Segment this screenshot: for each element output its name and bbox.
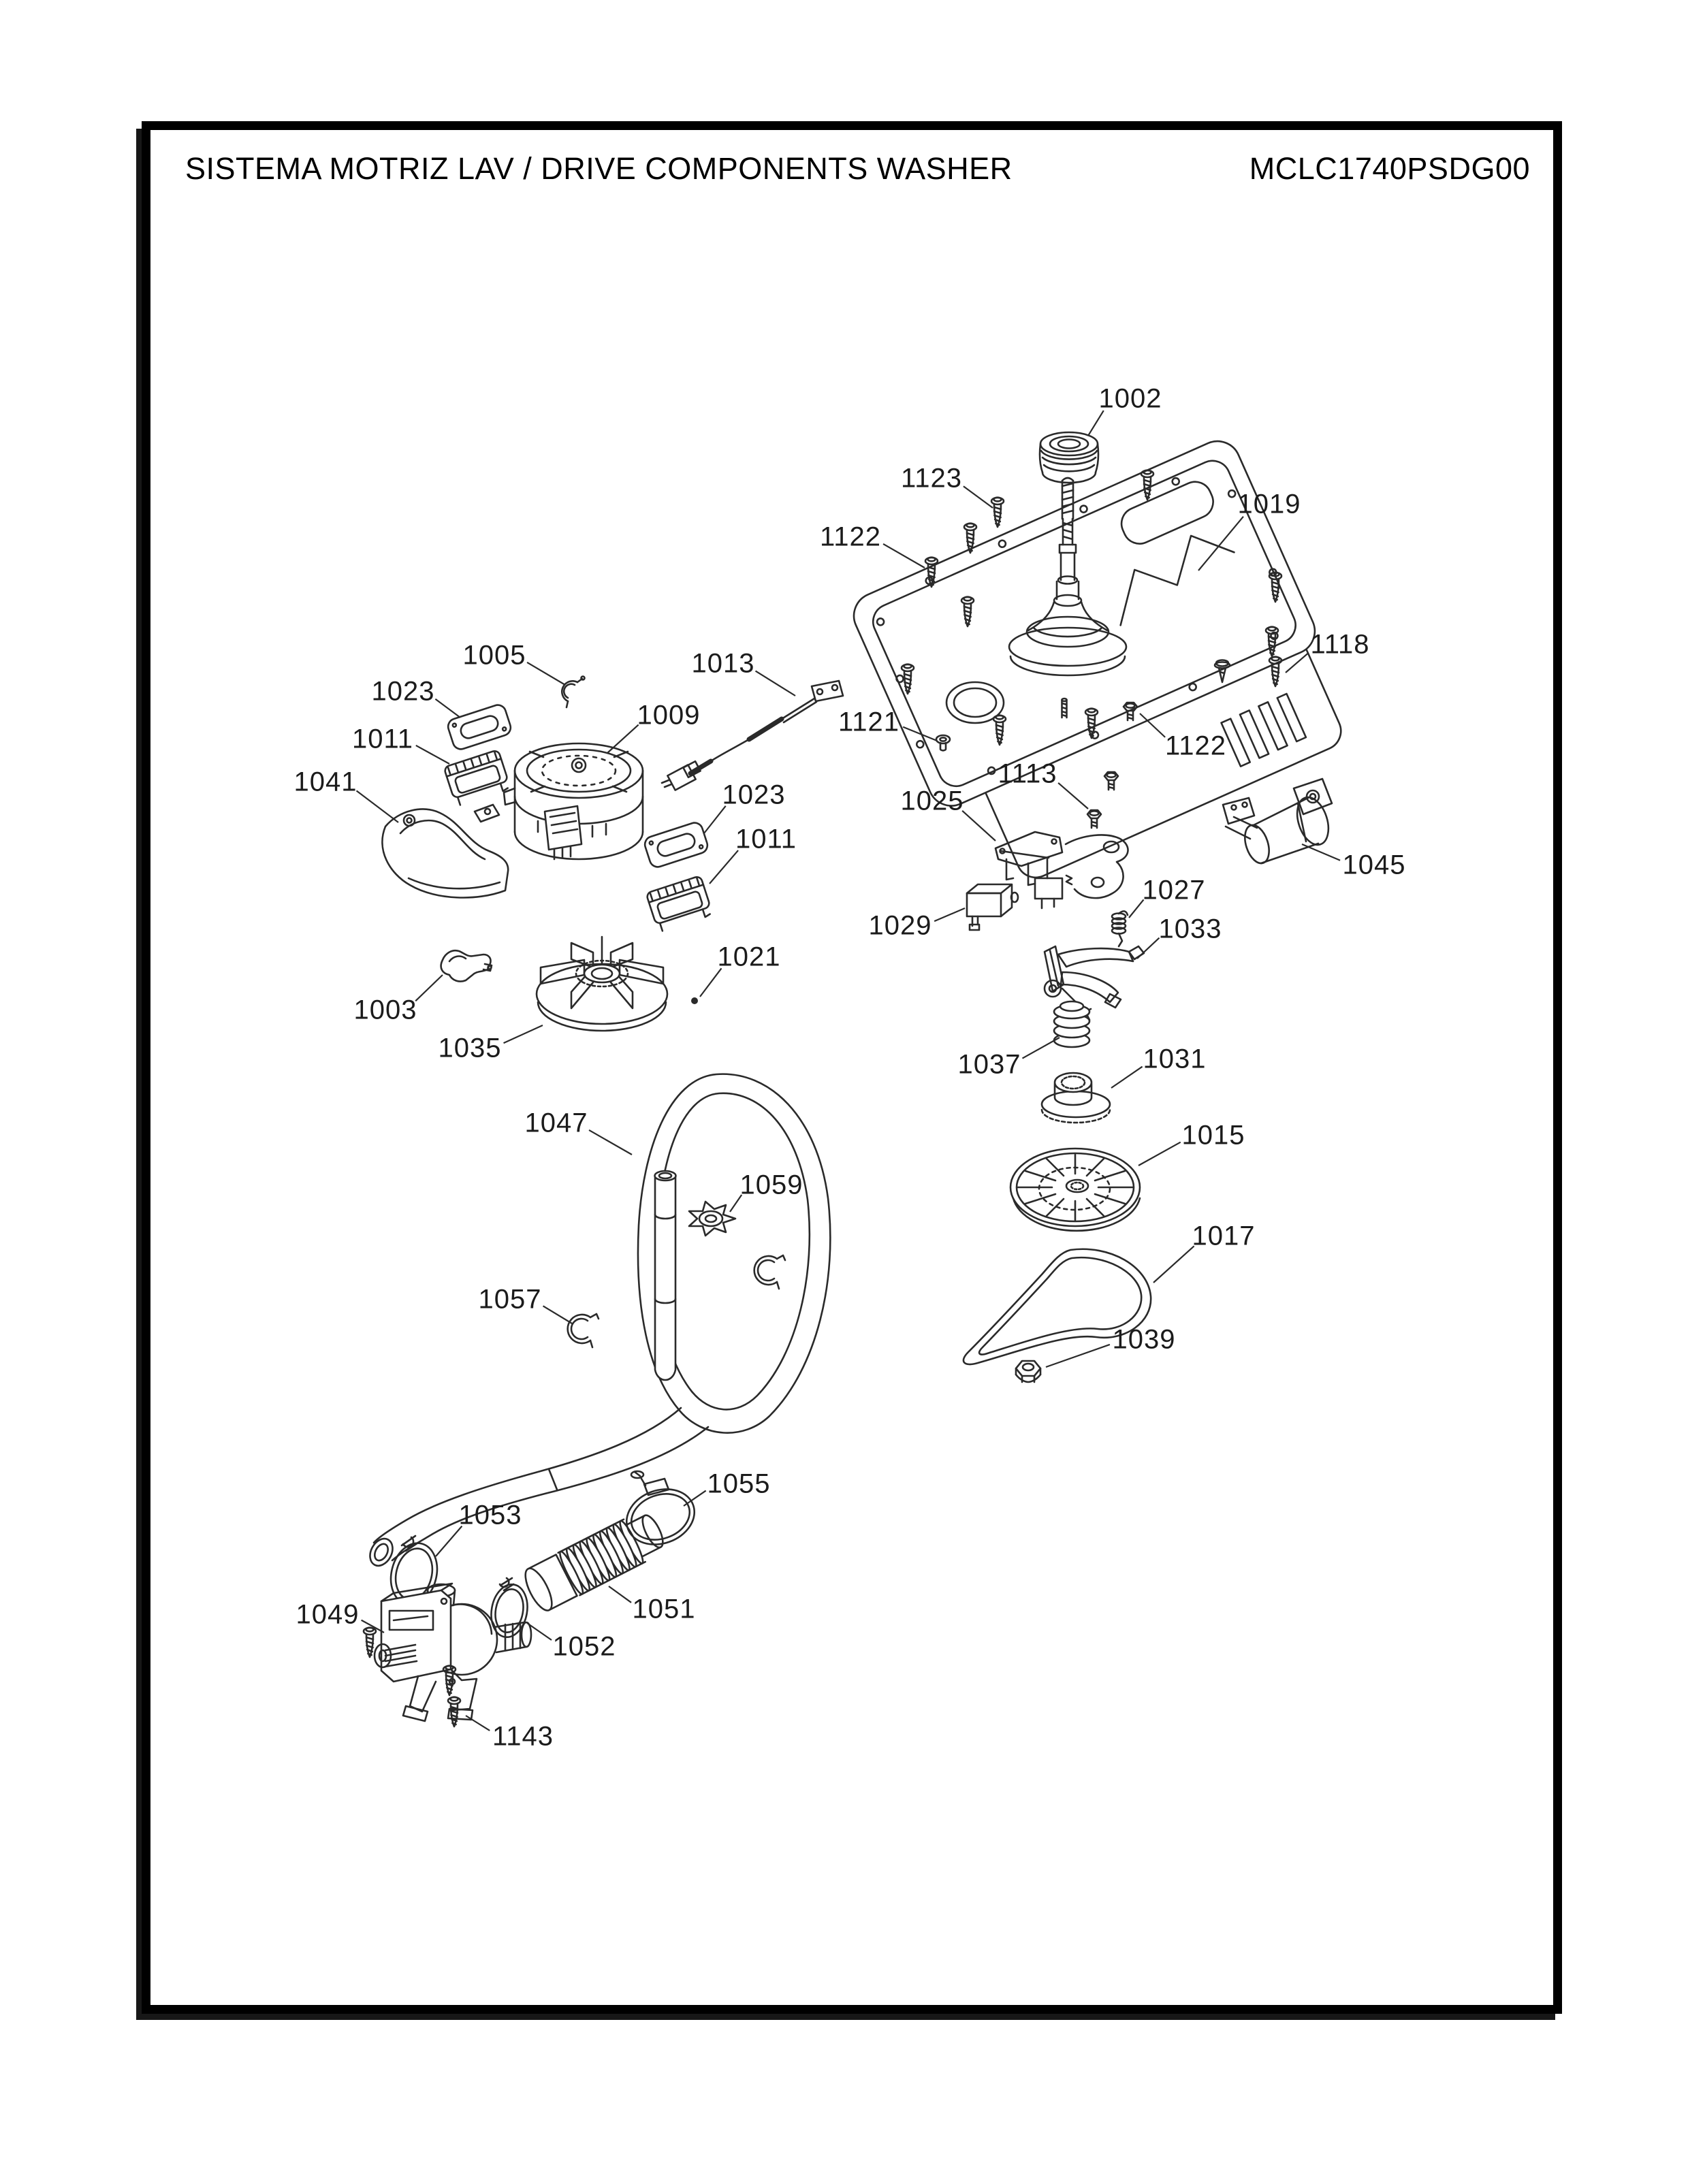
leader-line-1143 xyxy=(466,1716,490,1731)
leader-line-1015 xyxy=(1138,1142,1181,1166)
leader-line-1013 xyxy=(756,671,795,696)
callout-label-1051: 1051 xyxy=(632,1594,696,1624)
callout-label-1025: 1025 xyxy=(900,786,964,816)
document-code: MCLC1740PSDG00 xyxy=(1249,151,1530,186)
leader-line-1019 xyxy=(1198,517,1243,571)
callout-label-1005: 1005 xyxy=(462,640,526,671)
callout-label-1118: 1118 xyxy=(1310,629,1370,660)
leader-line-1002 xyxy=(1088,411,1104,436)
leader-line-1003 xyxy=(415,975,443,1001)
leader-line-1027 xyxy=(1129,899,1144,918)
leader-line-1011-a xyxy=(416,745,449,764)
callout-label-1027: 1027 xyxy=(1142,875,1206,905)
leader-line-1021 xyxy=(700,968,722,997)
callout-label-1113: 1113 xyxy=(998,758,1057,789)
leader-line-1037 xyxy=(1022,1038,1060,1059)
leader-line-1113 xyxy=(1058,783,1088,809)
leader-line-1122-a xyxy=(883,544,925,568)
leader-line-1033 xyxy=(1137,938,1159,959)
callout-label-1123: 1123 xyxy=(900,463,963,494)
leader-line-1052 xyxy=(527,1623,552,1640)
leader-line-1029 xyxy=(934,908,965,921)
callout-label-1047: 1047 xyxy=(524,1108,588,1138)
callout-label-1009: 1009 xyxy=(637,700,701,730)
callout-label-1033: 1033 xyxy=(1158,914,1222,944)
callout-label-1057: 1057 xyxy=(478,1284,542,1315)
leader-line-1122-b xyxy=(1140,713,1165,737)
leader-line-1005 xyxy=(527,662,565,685)
callout-label-1035: 1035 xyxy=(438,1033,502,1063)
leader-line-1017 xyxy=(1153,1246,1194,1283)
callout-label-1053: 1053 xyxy=(458,1500,522,1530)
callout-label-1052: 1052 xyxy=(552,1631,616,1662)
leader-line-1023-a xyxy=(435,699,460,718)
leader-line-1045 xyxy=(1302,844,1340,861)
leader-line-1055 xyxy=(684,1491,706,1506)
leader-line-1025 xyxy=(962,811,996,841)
callout-label-1019: 1019 xyxy=(1237,489,1301,519)
leader-line-1009 xyxy=(607,725,639,753)
callout-label-1015: 1015 xyxy=(1181,1120,1245,1151)
callout-label-1017: 1017 xyxy=(1192,1221,1256,1251)
callout-label-1143: 1143 xyxy=(492,1721,554,1752)
callout-label-1122-b: 1122 xyxy=(1164,730,1227,761)
leader-line-1035 xyxy=(504,1025,543,1043)
callout-label-1013: 1013 xyxy=(691,648,755,679)
leader-line-1041 xyxy=(357,791,398,822)
callout-label-1031: 1031 xyxy=(1143,1044,1207,1074)
leader-line-1031 xyxy=(1111,1067,1143,1088)
callout-label-1059: 1059 xyxy=(739,1170,803,1200)
callout-label-1039: 1039 xyxy=(1112,1324,1176,1355)
page-title: SISTEMA MOTRIZ LAV / DRIVE COMPONENTS WASHER xyxy=(185,151,1013,186)
leader-line-1121 xyxy=(903,727,937,741)
leader-line-1057 xyxy=(543,1306,572,1323)
leader-line-1039 xyxy=(1046,1345,1110,1367)
callout-label-1029: 1029 xyxy=(868,910,932,941)
leader-line-1047 xyxy=(589,1130,632,1155)
callout-label-1122-a: 1122 xyxy=(819,521,882,552)
leader-line-1051 xyxy=(609,1586,631,1603)
callout-label-1045: 1045 xyxy=(1342,850,1406,880)
callout-label-1011-b: 1011 xyxy=(735,824,797,854)
leader-line-1011-b xyxy=(710,850,738,884)
callout-label-1121: 1121 xyxy=(838,707,900,737)
callout-label-1037: 1037 xyxy=(957,1049,1021,1080)
callout-label-1021: 1021 xyxy=(717,942,781,972)
callout-label-1055: 1055 xyxy=(707,1468,771,1499)
leader-line-1049 xyxy=(362,1620,384,1633)
leader-line-1118 xyxy=(1286,653,1309,673)
callout-label-1011-a: 1011 xyxy=(351,724,414,754)
leader-line-1123 xyxy=(964,486,993,508)
callout-label-1023-a: 1023 xyxy=(371,676,435,707)
callout-label-1002: 1002 xyxy=(1098,383,1162,414)
callout-label-1023-b: 1023 xyxy=(722,780,786,810)
callout-label-1003: 1003 xyxy=(353,995,417,1025)
callout-label-1041: 1041 xyxy=(293,767,357,797)
callout-label-1049: 1049 xyxy=(296,1599,360,1630)
